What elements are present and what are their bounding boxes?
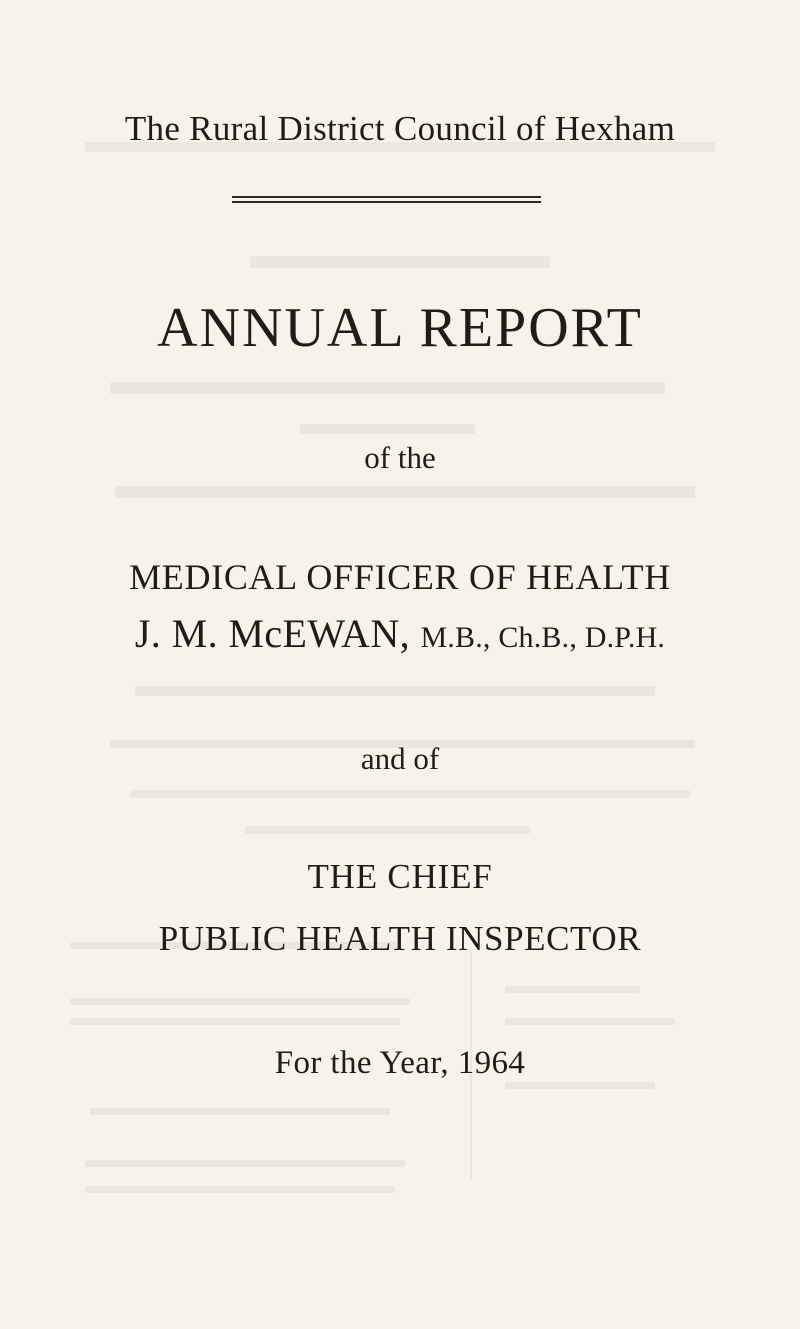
officer-name-line [0, 610, 800, 657]
of-the-text: of the [364, 440, 436, 475]
double-rule-bottom-line [232, 201, 541, 203]
and-of-text: and of [360, 741, 440, 776]
report-year: For the Year, 1964 [274, 1045, 526, 1081]
officer-degrees: M.B., Ch.B., D.P.H. [420, 621, 666, 654]
officer-name: J. M. McEWAN, [134, 611, 411, 656]
public-health-inspector-heading: PUBLIC HEALTH INSPECTOR [158, 919, 642, 958]
double-rule-top-line [232, 196, 541, 198]
annual-report-title: ANNUAL REPORT [157, 297, 643, 359]
council-name: The Rural District Council of Hexham [124, 109, 676, 148]
medical-officer-title: MEDICAL OFFICER OF HEALTH [129, 557, 671, 597]
chief-heading: THE CHIEF [307, 857, 493, 896]
